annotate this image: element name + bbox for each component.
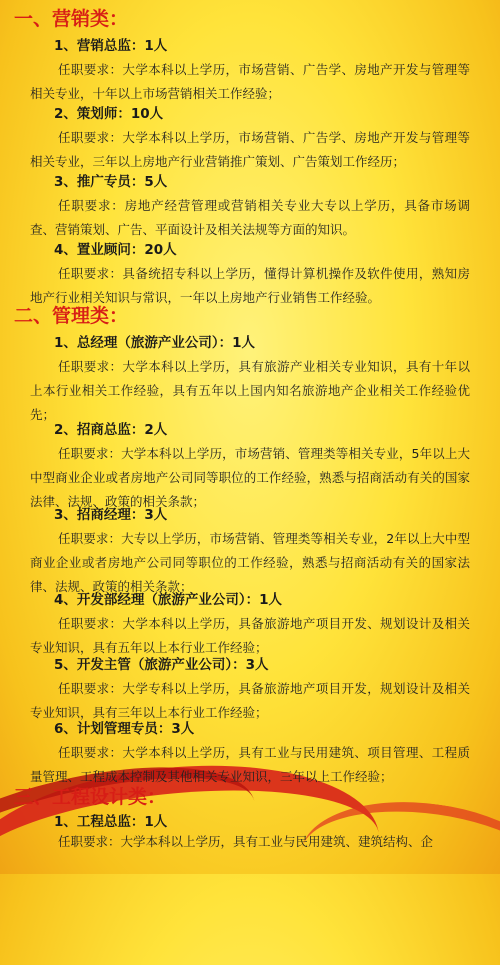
section-title-engineering: 三、工程设计类： xyxy=(14,786,167,808)
section-title-management: 二、管理类： xyxy=(14,305,129,327)
job-requirement-investment-manager: 任职要求：大专以上学历，市场营销、管理类等相关专业，2年以上大中型商业企业或者房地产公司同等职位的工作经验，熟悉与招商活动有关的国家法律、法规、政策的相关条款； xyxy=(30,531,470,594)
job-requirement-development-supervisor: 任职要求：大学专科以上学历，具备旅游地产项目开发，规划设计及相关专业知识，具有三年以上本行业工作经验； xyxy=(30,681,470,720)
job-title-investment-director: 2、招商总监：2人 xyxy=(54,422,168,438)
job-requirement-development-manager: 任职要求：大学本科以上学历，具备旅游地产项目开发、规划设计及相关专业知识，具有五年以上本行业工作经验； xyxy=(30,616,470,655)
job-title-engineering-director: 1、工程总监：1人 xyxy=(54,814,168,830)
job-title-planner: 2、策划师：10人 xyxy=(54,106,164,122)
section-title-marketing: 一、营销类： xyxy=(14,8,129,30)
job-title-development-supervisor: 5、开发主管（旅游产业公司）：3人 xyxy=(54,657,269,673)
job-title-planning-specialist: 6、计划管理专员：3人 xyxy=(54,721,195,737)
job-requirement-investment-director: 任职要求：大学本科以上学历，市场营销、管理类等相关专业，5年以上大中型商业企业或者房地产公司同等职位的工作经验，熟悉与招商活动有关的国家法律、法规、政策的相关条款； xyxy=(30,446,470,509)
job-title-investment-manager: 3、招商经理：3人 xyxy=(54,507,168,523)
job-title-promotion-specialist: 3、推广专员：5人 xyxy=(54,174,168,190)
job-requirement-engineering-director: 任职要求：大学本科以上学历，具有工业与民用建筑、建筑结构、企 xyxy=(58,834,434,849)
job-title-general-manager: 1、总经理（旅游产业公司）：1人 xyxy=(54,335,256,351)
job-requirement-sales-consultant: 任职要求：具备统招专科以上学历，懂得计算机操作及软件使用，熟知房地产行业相关知识与常识，一年以上房地产行业销售工作经验。 xyxy=(30,266,470,305)
job-requirement-promotion-specialist: 任职要求：房地产经营管理或营销相关专业大专以上学历，具备市场调查、营销策划、广告、平面设计及相关法规等方面的知识。 xyxy=(30,198,470,237)
job-title-development-manager: 4、开发部经理（旅游产业公司）：1人 xyxy=(54,592,283,608)
job-requirement-planning-specialist: 任职要求：大学本科以上学历，具有工业与民用建筑、项目管理、工程质量管理、工程成本控制及其他相关专业知识，三年以上工作经验； xyxy=(30,745,470,784)
job-requirement-planner: 任职要求：大学本科以上学历，市场营销、广告学、房地产开发与管理等相关专业，三年以上房地产行业营销推广策划、广告策划工作经历； xyxy=(30,130,470,169)
job-requirement-marketing-director: 任职要求：大学本科以上学历，市场营销、广告学、房地产开发与管理等相关专业，十年以上市场营销相关工作经验； xyxy=(30,62,470,101)
job-requirement-general-manager: 任职要求：大学本科以上学历，具有旅游产业相关专业知识，具有十年以上本行业相关工作经验，具有五年以上国内知名旅游地产企业相关工作经验优先； xyxy=(30,359,470,422)
job-title-sales-consultant: 4、置业顾问：20人 xyxy=(54,242,177,258)
job-title-marketing-director: 1、营销总监：1人 xyxy=(54,38,168,54)
